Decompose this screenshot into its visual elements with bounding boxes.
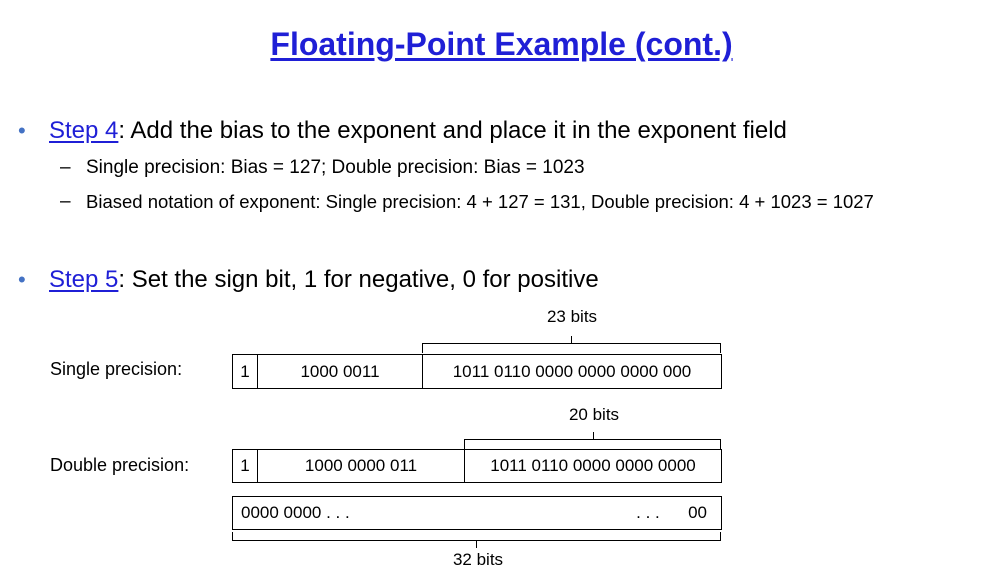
step4-line bbox=[49, 117, 787, 145]
double-second-word-start: 0000 0000 . . . bbox=[241, 503, 350, 522]
step4-text: : Add the bias to the exponent and place it in the exponent field bbox=[118, 117, 787, 144]
single-precision-label: Single precision: bbox=[50, 359, 183, 379]
double-second-word-end: . . . 00 bbox=[636, 503, 707, 522]
step5-link[interactable]: Step 5 bbox=[49, 266, 119, 293]
step5-text: : Set the sign bit, 1 for negative, 0 for positive bbox=[118, 266, 599, 293]
double-bits-label: 20 bits bbox=[568, 405, 620, 424]
step4-sub2-dash: – bbox=[60, 191, 71, 212]
bullet-step4: • bbox=[18, 118, 26, 143]
single-exponent-field: 1000 0011 bbox=[257, 354, 423, 389]
step5-line bbox=[49, 266, 599, 294]
step4-sub2-text: Biased notation of exponent: Single precision: 4 + 127 = 131, Double precision: 4 + 1023 = 1027 bbox=[86, 191, 874, 212]
bullet-step5: • bbox=[18, 267, 26, 292]
single-bits-label: 23 bits bbox=[546, 307, 598, 326]
double-mantissa-field: 1011 0110 0000 0000 0000 bbox=[464, 449, 722, 483]
step4-sub1-text: Single precision: Bias = 127; Double precision: Bias = 1023 bbox=[86, 157, 585, 178]
step4-link[interactable]: Step 4 bbox=[49, 117, 119, 144]
single-mantissa-field: 1011 0110 0000 0000 0000 000 bbox=[422, 354, 722, 389]
slide-title: Floating-Point Example (cont.) bbox=[270, 26, 733, 62]
double-second-word-bits-label: 32 bits bbox=[452, 550, 504, 569]
step4-sub1-dash: – bbox=[60, 157, 71, 178]
double-second-word bbox=[232, 496, 722, 530]
double-exponent-field: 1000 0000 011 bbox=[257, 449, 465, 483]
single-sign-bit: 1 bbox=[232, 354, 258, 389]
double-precision-label: Double precision: bbox=[50, 455, 190, 475]
double-sign-bit: 1 bbox=[232, 449, 258, 483]
